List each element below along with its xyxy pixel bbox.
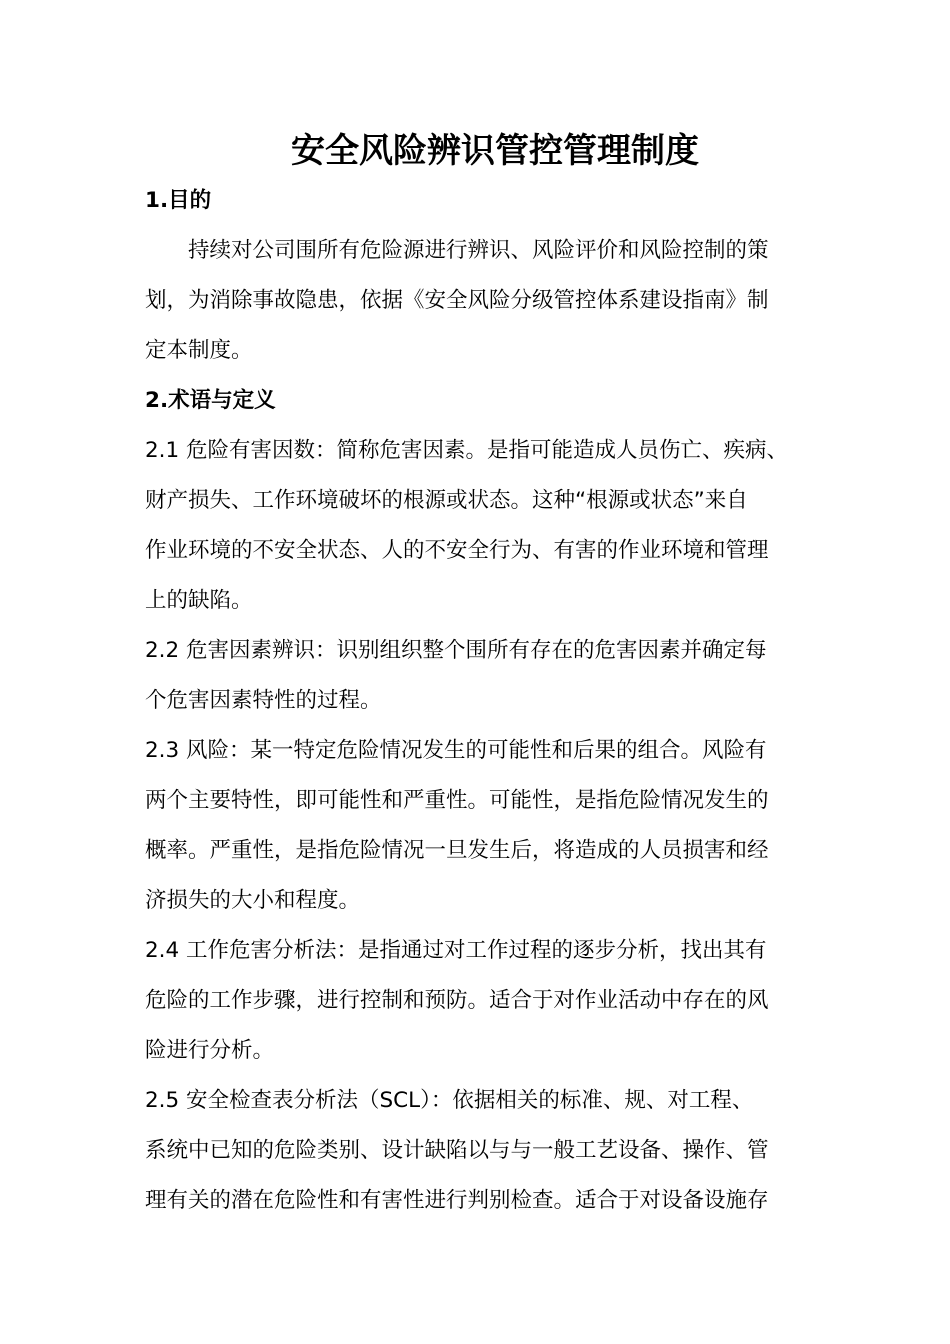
paragraph-line: 两个主要特性，即可能性和严重性。可能性，是指危险情况发生的 [145,788,769,813]
paragraph-line: 系统中已知的危险类别、设计缺陷以与与一般工艺设备、操作、管 [145,1138,769,1163]
paragraph-line: 险进行分析。 [145,1038,275,1063]
paragraph-line: 上的缺陷。 [145,588,253,613]
document-title: 安全风险辨识管控管理制度 [291,131,699,171]
section-heading-terms: 2.术语与定义 [145,388,276,413]
paragraph-line: 济损失的大小和程度。 [145,888,361,913]
paragraph-line: 危险的工作步骤，进行控制和预防。适合于对作业活动中存在的风 [145,988,769,1013]
paragraph-line: 理有关的潜在危险性和有害性进行判别检查。适合于对设备设施存 [145,1188,769,1213]
paragraph-line: 2.3 风险：某一特定危险情况发生的可能性和后果的组合。风险有 [145,738,767,763]
paragraph-line: 个危害因素特性的过程。 [145,688,382,713]
paragraph-line: 划，为消除事故隐患，依据《安全风险分级管控体系建设指南》制 [145,288,769,313]
paragraph-line: 作业环境的不安全状态、人的不安全行为、有害的作业环境和管理 [145,538,769,563]
paragraph-line: 2.4 工作危害分析法：是指通过对工作过程的逐步分析，找出其有 [145,938,767,963]
paragraph-line: 定本制度。 [145,338,253,363]
paragraph-line: 2.2 危害因素辨识：识别组织整个围所有存在的危害因素并确定每 [145,638,767,663]
paragraph-line: 2.1 危险有害因数：简称危害因素。是指可能造成人员伤亡、疾病、 [145,438,789,463]
paragraph-line: 财产损失、工作环境破坏的根源或状态。这种“根源或状态”来自 [145,488,748,513]
paragraph-line: 持续对公司围所有危险源进行辨识、风险评价和风险控制的策 [188,238,769,263]
paragraph-line: 2.5 安全检查表分析法（SCL）：依据相关的标准、规、对工程、 [145,1088,754,1113]
document-body [145,176,815,1226]
section-heading-purpose: 1.目的 [145,188,212,213]
paragraph-line: 概率。严重性，是指危险情况一旦发生后，将造成的人员损害和经 [145,838,769,863]
